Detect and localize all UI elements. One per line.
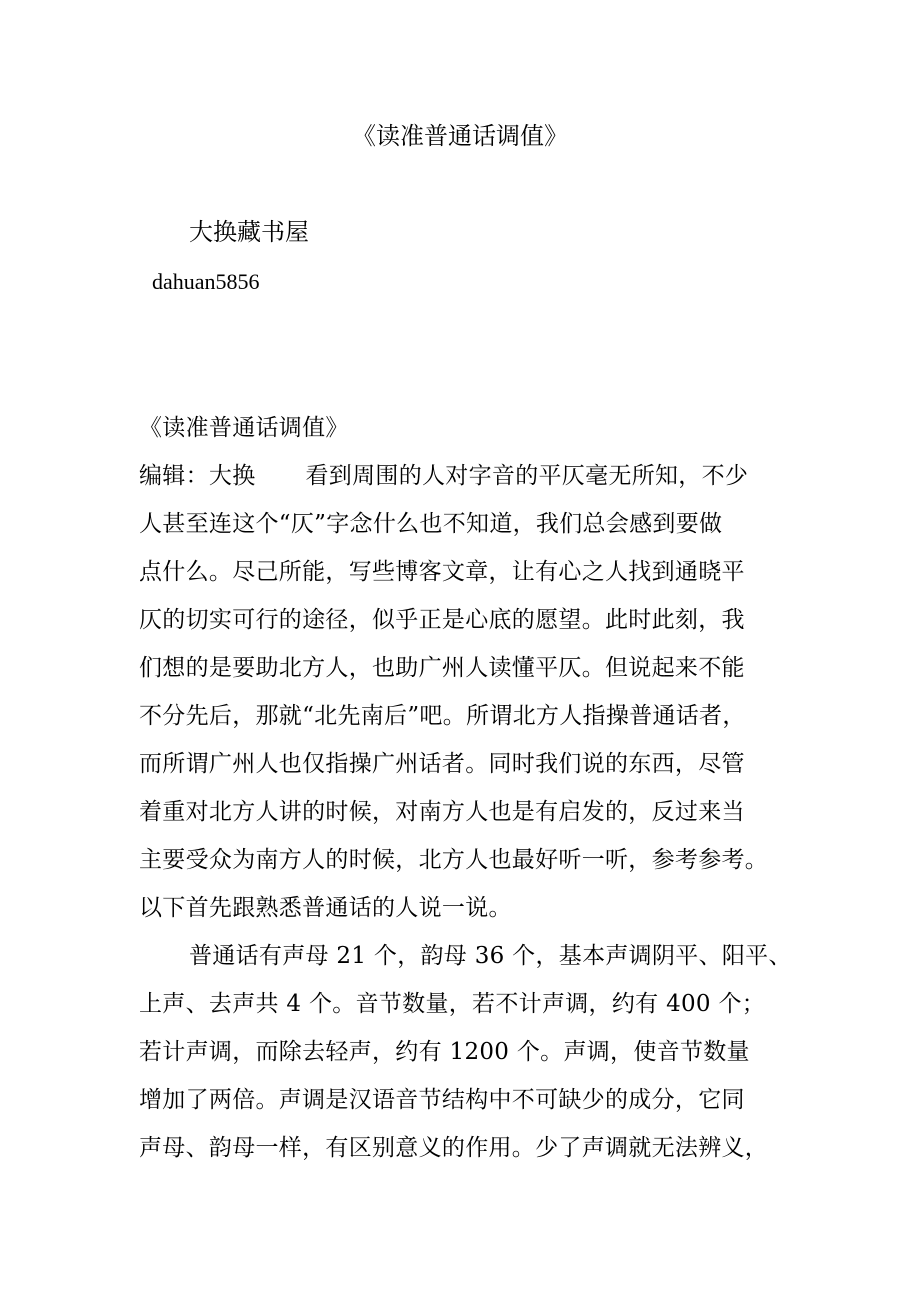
paragraph-text: 看到周围的人对字音的平仄毫无所知，不少 [305, 463, 749, 489]
paragraph-line: 普通话有声母 21 个，韵母 36 个，基本声调阴平、阳平、 [189, 943, 792, 969]
paragraph-line: 人甚至连这个“仄”字念什么也不知道，我们总会感到要做 [139, 511, 723, 537]
paragraph-line: 声母、韵母一样，有区别意义的作用。少了声调就无法辨义， [139, 1135, 769, 1161]
paragraph-line: 仄的切实可行的途径，似乎正是心底的愿望。此时此刻，我 [139, 607, 745, 633]
article-first-line [139, 452, 809, 500]
editor-label: 编辑：大换 [139, 463, 256, 489]
paragraph-line: 不分先后，那就“北先南后”吧。所谓北方人指操普通话者， [139, 703, 746, 729]
article-body [139, 404, 809, 1172]
paragraph-line: 增加了两倍。声调是汉语音节结构中不可缺少的成分，它同 [139, 1087, 745, 1113]
paragraph-line: 而所谓广州人也仅指操广州话者。同时我们说的东西，尽管 [139, 751, 745, 777]
paragraph-line: 若计声调，而除去轻声，约有 1200 个。声调，使音节数量 [139, 1039, 750, 1065]
paragraph-line: 着重对北方人讲的时候，对南方人也是有启发的，反过来当 [139, 799, 745, 825]
paragraph-line: 上声、去声共 4 个。音节数量，若不计声调，约有 400 个； [139, 991, 766, 1017]
paragraph-line: 点什么。尽己所能，写些博客文章，让有心之人找到通晓平 [139, 559, 745, 585]
author-account: dahuan5856 [152, 269, 260, 294]
paragraph-line: 们想的是要助北方人，也助广州人读懂平仄。但说起来不能 [139, 655, 745, 681]
document-title: 《读准普通话调值》 [352, 122, 568, 150]
paragraph-line: 以下首先跟熟悉普通话的人说一说。 [139, 895, 512, 921]
article-heading: 《读准普通话调值》 [139, 415, 349, 441]
author-name: 大换藏书屋 [189, 218, 309, 246]
paragraph-line: 主要受众为南方人的时候，北方人也最好听一听，参考参考。 [139, 847, 769, 873]
